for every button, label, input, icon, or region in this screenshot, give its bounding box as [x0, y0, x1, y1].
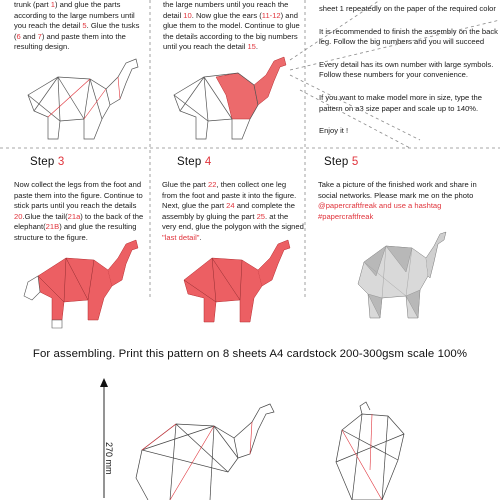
- step5-elephant-illustration: [346, 232, 446, 327]
- notes-text: sheet 1 repeatedly on the paper of the required color It is recommended to finish the assembly on the back leg. Follow the big numbers and you will succeed Every detail has its own number with large symbols. Follow these numbers for your convenience. If you want to make model more in size, type the pattern on a3 size paper and scale up to 140%. Enjoy it !: [319, 4, 498, 136]
- step3-heading: Step 3: [30, 156, 65, 168]
- step5-text: Take a picture of the finished work and share in social networks. Please mark me on the photo @papercraftfreak and use a hashtag #papercraftfreak: [318, 180, 477, 221]
- step4-elephant-illustration: [172, 240, 297, 330]
- step4-text: Glue the part 22, then collect one leg from the foot and paste it into the figure. Next, glue the part 24 and complete the assembly by gluing the part 25. at the very end, glue the polygon with the signed "last detail".: [162, 180, 304, 242]
- step1-text: trunk (part 1) and glue the parts according to the large numbers until you reach the detail 5. Glue the tusks (6 and 7) and paste them into the resulting design.: [14, 0, 140, 52]
- front-view-elephant-outline: [312, 400, 422, 500]
- height-dimension-label: 270 mm: [104, 442, 114, 475]
- step2-elephant-illustration: [166, 55, 296, 145]
- step3-elephant-illustration: [18, 240, 143, 330]
- step1-elephant-illustration: [18, 55, 148, 145]
- print-instructions-banner: For assembling. Print this pattern on 8 sheets A4 cardstock 200-300gsm scale 100%: [32, 348, 468, 360]
- step2-text: the large numbers until you reach the detail 10. Now glue the ears (11-12) and glue them to the model. Continue to glue the details according to the big numbers until you reach the detail 15.: [163, 0, 300, 52]
- step4-heading: Step 4: [177, 156, 212, 168]
- side-view-elephant-outline: [128, 400, 278, 500]
- step5-heading: Step 5: [324, 156, 359, 168]
- step3-text: Now collect the legs from the foot and paste them into the figure. Continue to stick parts until you reach the details 20.Glue the tail(21a) to the back of the elephant(21B) and glue the resulting structure to the figure.: [14, 180, 144, 242]
